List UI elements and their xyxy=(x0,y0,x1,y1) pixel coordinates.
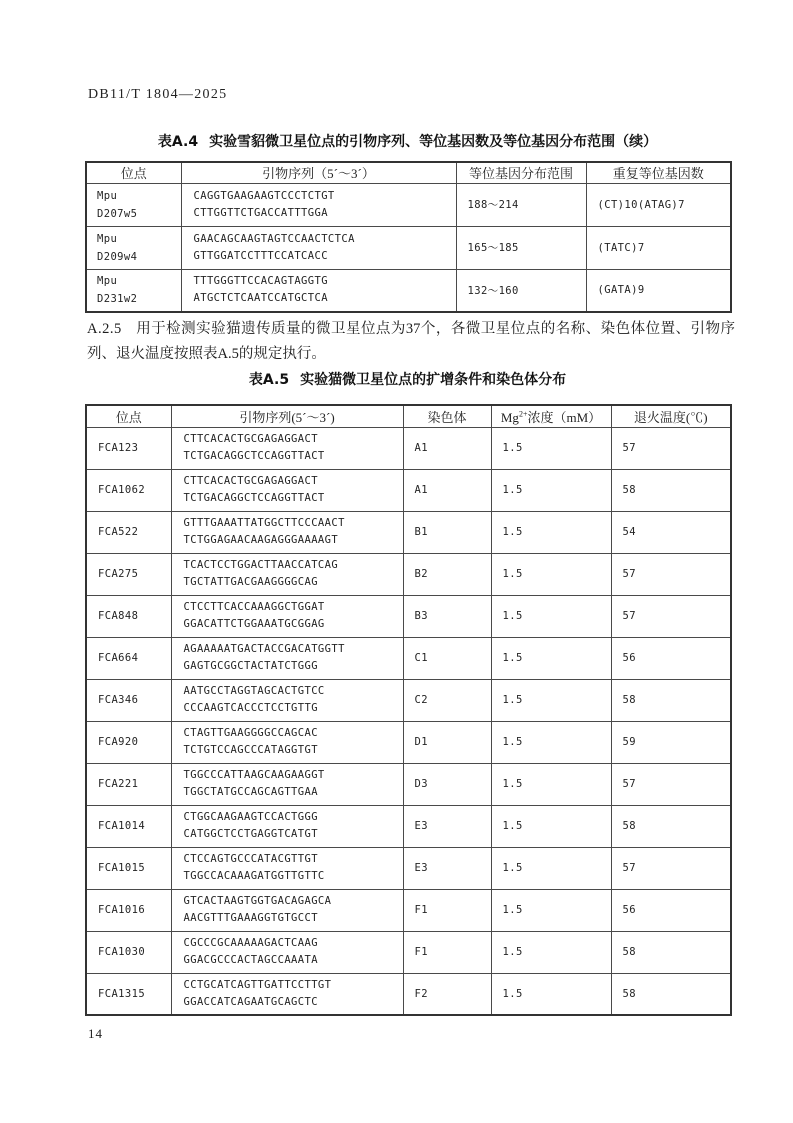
mg-symbol: Mg xyxy=(500,409,519,425)
table-a5-caption xyxy=(85,369,730,389)
locus-cell: FCA920 xyxy=(86,721,171,763)
primer-cell xyxy=(181,226,456,269)
annealing-temp-cell: 57 xyxy=(611,553,731,595)
chromosome-cell: D1 xyxy=(403,721,491,763)
chromosome-cell: B2 xyxy=(403,553,491,595)
primer-forward: CTTCACACTGCGAGAGGACT xyxy=(183,433,318,445)
locus-name-line2: D209w4 xyxy=(97,250,138,263)
clause-number: A.2.5 xyxy=(87,321,122,337)
locus-cell: FCA1014 xyxy=(86,805,171,847)
primer-reverse: TCTGTCCAGCCCATAGGTGT xyxy=(183,744,318,756)
chromosome-cell: F1 xyxy=(403,931,491,973)
primer-cell xyxy=(171,637,403,679)
primer-reverse: TGGCTATGCCAGCAGTTGAA xyxy=(183,786,318,798)
primer-reverse: GTTGGATCCTTTCCATCACC xyxy=(193,249,328,262)
table-a5-caption-text: 实验猫微卫星位点的扩增条件和染色体分布 xyxy=(300,372,567,388)
annealing-temp-cell: 57 xyxy=(611,847,731,889)
repeat-motif-cell: (CT)10(ATAG)7 xyxy=(586,183,731,226)
primer-forward: CTGGCAAGAAGTCCACTGGG xyxy=(183,811,318,823)
primer-cell xyxy=(171,847,403,889)
paragraph-a25 xyxy=(87,317,735,367)
primer-cell xyxy=(171,469,403,511)
chromosome-cell: B1 xyxy=(403,511,491,553)
a5-header-annealing-temp: 退火温度(℃) xyxy=(611,405,731,427)
table-row xyxy=(86,427,731,469)
clause-text: 用于检测实验猫遗传质量的微卫星位点为37个，各微卫星位点的名称、染色体位置、引物序列、退火温度按照表A.5的规定执行。 xyxy=(87,321,735,362)
a5-header-mg-concentration xyxy=(491,405,611,427)
annealing-temp-cell: 57 xyxy=(611,427,731,469)
annealing-temp-cell: 54 xyxy=(611,511,731,553)
primer-forward: CCTGCATCAGTTGATTCCTTGT xyxy=(183,978,332,991)
primer-reverse: TGCTATTGACGAAGGGGCAG xyxy=(183,576,318,588)
table-row xyxy=(86,889,731,931)
locus-name: Mpu xyxy=(97,275,118,288)
annealing-temp-cell: 58 xyxy=(611,469,731,511)
primer-reverse: CCCAAGTCACCCTCCTGTTG xyxy=(183,702,318,714)
a4-tbody xyxy=(86,183,731,312)
a4-header-repeat-count: 重复等位基因数 xyxy=(586,162,731,183)
mg-concentration-cell: 1.5 xyxy=(491,805,611,847)
mg-concentration-cell: 1.5 xyxy=(491,595,611,637)
table-row xyxy=(86,269,731,312)
locus-name-line2: D207w5 xyxy=(97,207,138,220)
primer-reverse: TGGCCACAAAGATGGTTGTTC xyxy=(183,870,325,882)
chromosome-cell: A1 xyxy=(403,427,491,469)
primer-forward: CTTCACACTGCGAGAGGACT xyxy=(183,475,318,487)
table-row xyxy=(86,595,731,637)
locus-cell xyxy=(86,183,181,226)
table-row xyxy=(86,973,731,1015)
locus-cell xyxy=(86,226,181,269)
allele-range-cell: 165～185 xyxy=(456,226,586,269)
chromosome-cell: D3 xyxy=(403,763,491,805)
chromosome-cell: B3 xyxy=(403,595,491,637)
table-a5-header-row xyxy=(86,405,731,427)
chromosome-cell: F2 xyxy=(403,973,491,1015)
table-a4 xyxy=(85,161,732,313)
locus-cell: FCA275 xyxy=(86,553,171,595)
table-row xyxy=(86,511,731,553)
mg-concentration-cell: 1.5 xyxy=(491,847,611,889)
locus-name: Mpu xyxy=(97,232,118,245)
table-row xyxy=(86,183,731,226)
primer-reverse: GGACGCCCACTAGCCAAATA xyxy=(183,954,318,966)
primer-forward: TCACTCCTGGACTTAACCATCAG xyxy=(183,559,339,571)
locus-cell: FCA848 xyxy=(86,595,171,637)
document-code: DB11/T 1804—2025 xyxy=(88,87,228,102)
a5-tbody xyxy=(86,427,731,1015)
locus-name-line2: D231w2 xyxy=(97,293,138,306)
chromosome-cell: E3 xyxy=(403,847,491,889)
annealing-temp-cell: 56 xyxy=(611,637,731,679)
primer-reverse: TCTGGAGAACAAGAGGGAAAAGT xyxy=(183,534,339,546)
allele-range-cell: 132～160 xyxy=(456,269,586,312)
annealing-temp-cell: 56 xyxy=(611,889,731,931)
table-a4-caption xyxy=(85,131,730,151)
primer-cell xyxy=(171,679,403,721)
allele-range-cell: 188～214 xyxy=(456,183,586,226)
primer-cell xyxy=(171,511,403,553)
annealing-temp-cell: 58 xyxy=(611,973,731,1015)
primer-reverse: AACGTTTGAAAGGTGTGCCT xyxy=(183,912,318,924)
locus-cell: FCA123 xyxy=(86,427,171,469)
a4-header-allele-range: 等位基因分布范围 xyxy=(456,162,586,183)
table-row xyxy=(86,679,731,721)
table-row xyxy=(86,721,731,763)
primer-cell xyxy=(171,721,403,763)
primer-reverse: CATGGCTCCTGAGGTCATGT xyxy=(183,828,318,840)
table-row xyxy=(86,553,731,595)
table-row xyxy=(86,226,731,269)
primer-reverse: GGACATTCTGGAAATGCGGAG xyxy=(183,618,325,630)
mg-concentration-cell: 1.5 xyxy=(491,637,611,679)
primer-forward: CTCCTTCACCAAAGGCTGGAT xyxy=(183,601,325,613)
table-row xyxy=(86,847,731,889)
mg-concentration-cell: 1.5 xyxy=(491,511,611,553)
table-a4-header-row xyxy=(86,162,731,183)
table-a4-caption-label: 表A.4 xyxy=(157,134,199,150)
primer-cell xyxy=(171,427,403,469)
table-a5-caption-label: 表A.5 xyxy=(248,372,290,388)
primer-forward: CTAGTTGAAGGGGCCAGCAC xyxy=(183,727,318,739)
mg-concentration-cell: 1.5 xyxy=(491,427,611,469)
primer-cell xyxy=(171,553,403,595)
mg-concentration-cell: 1.5 xyxy=(491,889,611,931)
chromosome-cell: A1 xyxy=(403,469,491,511)
locus-cell: FCA221 xyxy=(86,763,171,805)
primer-forward: GTCACTAAGTGGTGACAGAGCA xyxy=(183,895,332,907)
mg-concentration-cell: 1.5 xyxy=(491,721,611,763)
a5-header-locus: 位点 xyxy=(86,405,171,427)
annealing-temp-cell: 58 xyxy=(611,679,731,721)
a4-header-locus: 位点 xyxy=(86,162,181,183)
primer-cell xyxy=(171,889,403,931)
primer-forward: AATGCCTAGGTAGCACTGTCC xyxy=(183,685,325,697)
annealing-temp-cell: 59 xyxy=(611,721,731,763)
table-row xyxy=(86,763,731,805)
annealing-temp-cell: 58 xyxy=(611,931,731,973)
primer-reverse: TCTGACAGGCTCCAGGTTACT xyxy=(183,492,325,504)
table-row xyxy=(86,637,731,679)
mg-superscript: 2+ xyxy=(518,409,528,419)
mg-concentration-cell: 1.5 xyxy=(491,763,611,805)
mg-concentration-cell: 1.5 xyxy=(491,973,611,1015)
primer-forward: GTTTGAAATTATGGCTTCCCAACT xyxy=(183,517,345,529)
locus-cell: FCA1015 xyxy=(86,847,171,889)
a5-header-primer: 引物序列(5´～3´) xyxy=(171,405,403,427)
locus-cell: FCA1016 xyxy=(86,889,171,931)
primer-reverse: ATGCTCTCAATCCATGCTCA xyxy=(193,292,328,305)
primer-reverse: GAGTGCGGCTACTATCTGGG xyxy=(183,660,318,672)
mg-concentration-cell: 1.5 xyxy=(491,931,611,973)
repeat-motif-cell: (GATA)9 xyxy=(586,269,731,312)
annealing-temp-cell: 57 xyxy=(611,763,731,805)
primer-cell xyxy=(171,595,403,637)
mg-concentration-cell: 1.5 xyxy=(491,679,611,721)
primer-reverse: GGACCATCAGAATGCAGCTC xyxy=(183,995,318,1008)
mg-unit-label: 浓度（mM） xyxy=(527,409,602,425)
primer-cell xyxy=(171,973,403,1015)
primer-reverse: TCTGACAGGCTCCAGGTTACT xyxy=(183,450,325,462)
locus-cell: FCA346 xyxy=(86,679,171,721)
mg-concentration-cell: 1.5 xyxy=(491,469,611,511)
primer-forward: AGAAAAATGACTACCGACATGGTT xyxy=(183,643,345,655)
locus-cell: FCA664 xyxy=(86,637,171,679)
primer-reverse: CTTGGTTCTGACCATTTGGA xyxy=(193,206,328,219)
primer-forward: TTTGGGTTCCACAGTAGGTG xyxy=(193,275,328,288)
a5-header-chromosome: 染色体 xyxy=(403,405,491,427)
primer-cell xyxy=(171,763,403,805)
locus-cell: FCA522 xyxy=(86,511,171,553)
primer-cell xyxy=(171,805,403,847)
primer-forward: GAACAGCAAGTAGTCCAACTCTCA xyxy=(193,232,355,245)
primer-forward: CTCCAGTGCCCATACGTTGT xyxy=(183,853,318,865)
primer-forward: CGCCCGCAAAAAGACTCAAG xyxy=(183,937,318,949)
table-row xyxy=(86,805,731,847)
primer-forward: CAGGTGAAGAAGTCCCTCTGT xyxy=(193,189,335,202)
chromosome-cell: C2 xyxy=(403,679,491,721)
table-a5 xyxy=(85,404,732,1016)
primer-cell xyxy=(181,269,456,312)
primer-cell xyxy=(171,931,403,973)
page-number: 14 xyxy=(88,1026,103,1041)
locus-cell: FCA1315 xyxy=(86,973,171,1015)
locus-name: Mpu xyxy=(97,189,118,202)
locus-cell: FCA1062 xyxy=(86,469,171,511)
table-row xyxy=(86,469,731,511)
table-a4-caption-text: 实验雪貂微卫星位点的引物序列、等位基因数及等位基因分布范围（续） xyxy=(209,134,658,150)
a4-header-primer: 引物序列（5´～3´） xyxy=(181,162,456,183)
locus-cell xyxy=(86,269,181,312)
chromosome-cell: F1 xyxy=(403,889,491,931)
annealing-temp-cell: 57 xyxy=(611,595,731,637)
mg-concentration-cell: 1.5 xyxy=(491,553,611,595)
table-row xyxy=(86,931,731,973)
primer-cell xyxy=(181,183,456,226)
repeat-motif-cell: (TATC)7 xyxy=(586,226,731,269)
primer-forward: TGGCCCATTAAGCAAGAAGGT xyxy=(183,769,325,781)
chromosome-cell: C1 xyxy=(403,637,491,679)
chromosome-cell: E3 xyxy=(403,805,491,847)
annealing-temp-cell: 58 xyxy=(611,805,731,847)
locus-cell: FCA1030 xyxy=(86,931,171,973)
